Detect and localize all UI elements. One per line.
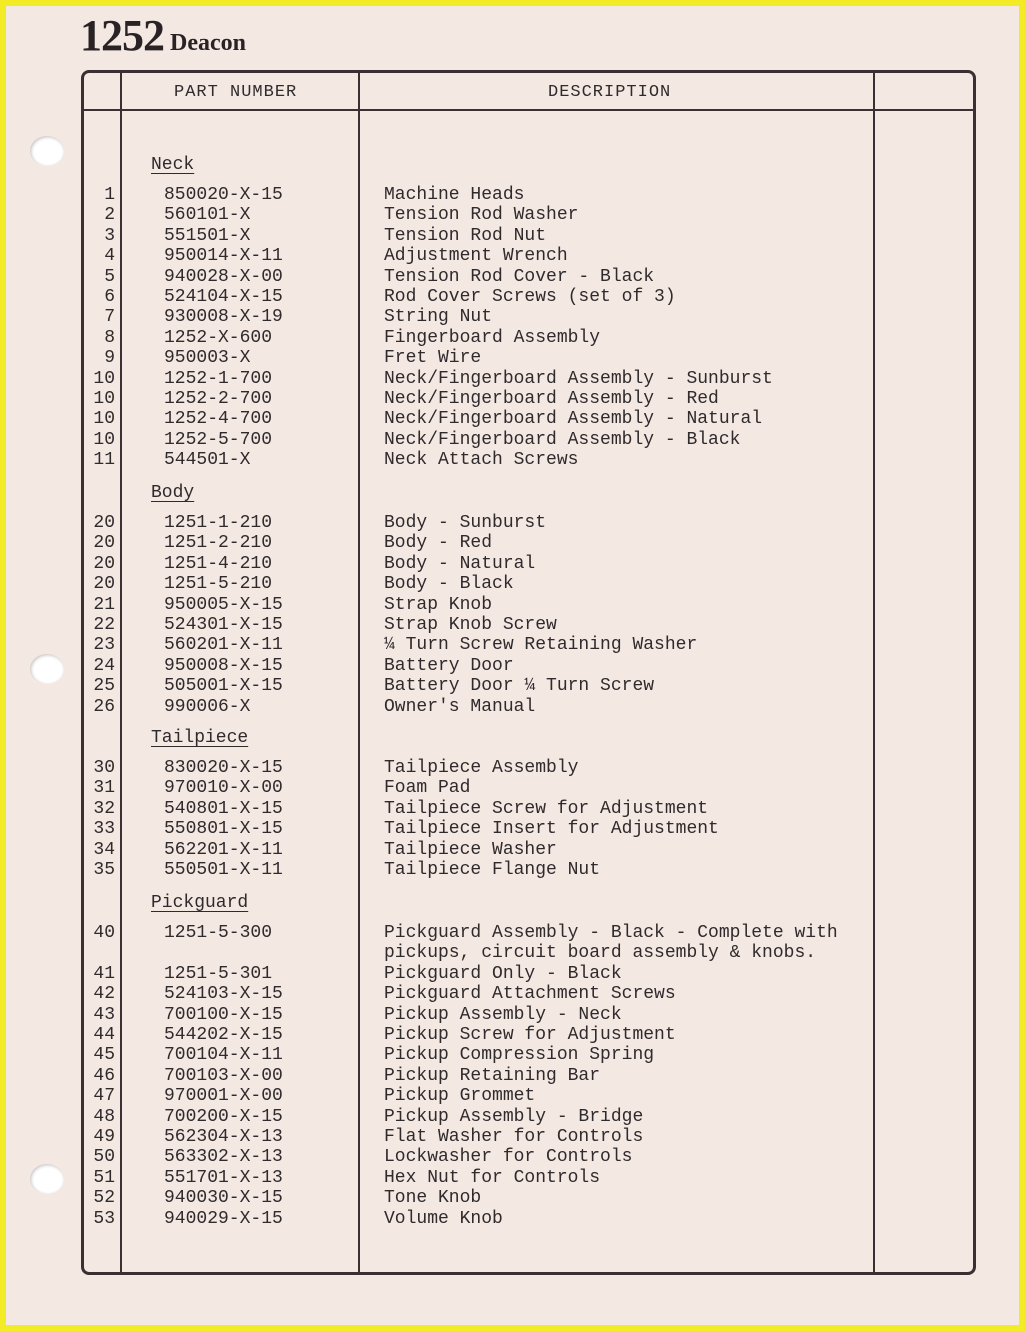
item-number: 25 (93, 676, 115, 697)
model-name: Deacon (170, 30, 246, 56)
page-heading (80, 10, 246, 61)
part-description: Pickup Assembly - Bridge (384, 1106, 644, 1127)
column-divider-part (358, 73, 360, 1272)
part-description: Tension Rod Washer (384, 205, 579, 226)
part-description: Neck/Fingerboard Assembly - Red (384, 389, 719, 409)
item-number: 24 (93, 655, 115, 676)
item-number: 41 (93, 963, 115, 984)
model-number: 1252 (80, 11, 164, 60)
part-description: Tailpiece Screw for Adjustment (384, 798, 709, 819)
item-number: 10 (93, 368, 115, 389)
part-description: Foam Pad (384, 778, 471, 799)
part-number: 990006-X (164, 696, 251, 717)
part-number: 562201-X-11 (164, 839, 283, 860)
header-divider (84, 109, 973, 111)
item-number: 48 (93, 1106, 115, 1127)
part-description: Pickup Retaining Bar (384, 1065, 601, 1086)
section-title: Pickguard (151, 893, 249, 913)
part-description: Strap Knob Screw (384, 615, 557, 635)
part-number: 560201-X-11 (164, 635, 283, 656)
part-number: 524301-X-15 (164, 615, 283, 635)
item-number: 10 (93, 429, 115, 450)
part-description: Tone Knob (384, 1188, 482, 1209)
item-number: 53 (93, 1208, 115, 1229)
part-description: Pickup Grommet (384, 1086, 536, 1107)
item-number: 31 (93, 778, 115, 799)
item-number: 40 (93, 923, 115, 943)
item-number: 44 (93, 1025, 115, 1045)
item-number: 21 (93, 594, 115, 615)
item-number: 2 (104, 205, 115, 226)
part-number: 1252-1-700 (164, 368, 273, 389)
part-description: Neck/Fingerboard Assembly - Natural (384, 409, 763, 430)
part-description: Tailpiece Flange Nut (384, 860, 601, 880)
part-number: 524104-X-15 (164, 287, 283, 307)
item-number: 3 (104, 225, 115, 246)
part-number: 700200-X-15 (164, 1106, 283, 1127)
part-description: Body - Sunburst (384, 513, 547, 533)
part-description: Pickup Screw for Adjustment (384, 1025, 676, 1045)
part-description: Body - Natural (384, 553, 536, 574)
part-description: Neck Attach Screws (384, 450, 579, 471)
item-number: 23 (93, 635, 115, 656)
part-description: Fingerboard Assembly (384, 327, 601, 348)
part-number: 970001-X-00 (164, 1086, 283, 1107)
column-divider-desc (873, 73, 875, 1272)
part-description: Pickguard Assembly - Black - Complete with (384, 923, 838, 943)
section-title: Tailpiece (151, 728, 249, 748)
item-number: 6 (104, 287, 115, 307)
item-number: 20 (93, 553, 115, 574)
item-number: 45 (93, 1045, 115, 1066)
part-description: Strap Knob (384, 594, 493, 615)
part-number: 544501-X (164, 450, 251, 471)
part-number: 562304-X-13 (164, 1127, 283, 1147)
item-number: 46 (93, 1065, 115, 1086)
part-number: 700104-X-11 (164, 1045, 283, 1066)
item-number: 52 (93, 1188, 115, 1209)
part-number: 950014-X-11 (164, 246, 283, 267)
part-description: Pickguard Attachment Screws (384, 984, 676, 1005)
part-description: Tailpiece Insert for Adjustment (384, 819, 719, 840)
part-description: Adjustment Wrench (384, 246, 568, 267)
item-number: 50 (93, 1147, 115, 1168)
section-title: Body (151, 483, 195, 503)
part-number: 950008-X-15 (164, 655, 283, 676)
punch-hole-top (30, 136, 64, 166)
part-number: 940028-X-00 (164, 266, 283, 287)
part-description: Body - Black (384, 574, 514, 595)
part-description: Owner's Manual (384, 696, 536, 717)
part-description: Battery Door ¼ Turn Screw (384, 676, 655, 697)
item-number: 10 (93, 409, 115, 430)
part-number: 970010-X-00 (164, 778, 283, 799)
part-description: Battery Door (384, 655, 514, 676)
part-number: 524103-X-15 (164, 984, 283, 1005)
part-number: 1251-2-210 (164, 533, 273, 554)
part-description: Pickup Assembly - Neck (384, 1004, 622, 1025)
part-description: Tension Rod Cover - Black (384, 266, 655, 287)
part-number: 550501-X-11 (164, 860, 283, 880)
part-description-continued: pickups, circuit board assembly & knobs. (384, 943, 817, 964)
part-description: String Nut (384, 307, 493, 328)
part-number: 850020-X-15 (164, 185, 283, 205)
item-number: 35 (93, 860, 115, 880)
item-number: 22 (93, 615, 115, 635)
part-description: Tailpiece Assembly (384, 758, 579, 778)
part-number: 1251-5-210 (164, 574, 273, 595)
part-description: Body - Red (384, 533, 493, 554)
item-number: 5 (104, 266, 115, 287)
item-number: 30 (93, 758, 115, 778)
item-number: 20 (93, 513, 115, 533)
part-description: ¼ Turn Screw Retaining Washer (384, 635, 698, 656)
item-number: 11 (93, 450, 115, 471)
part-description: Flat Washer for Controls (384, 1127, 644, 1147)
part-number: 550801-X-15 (164, 819, 283, 840)
parts-table (81, 70, 976, 1275)
part-description: Fret Wire (384, 348, 482, 369)
column-header-part-number: PART NUMBER (174, 83, 298, 102)
item-number: 26 (93, 696, 115, 717)
part-number: 1252-X-600 (164, 327, 273, 348)
part-description: Hex Nut for Controls (384, 1167, 601, 1188)
item-number: 32 (93, 798, 115, 819)
item-number: 42 (93, 984, 115, 1005)
part-number: 830020-X-15 (164, 758, 283, 778)
part-description: Pickguard Only - Black (384, 963, 622, 984)
part-description: Neck/Fingerboard Assembly - Black (384, 429, 741, 450)
part-number: 1251-1-210 (164, 513, 273, 533)
item-number: 20 (93, 533, 115, 554)
item-number: 4 (104, 246, 115, 267)
part-number: 1251-5-301 (164, 963, 273, 984)
part-number: 1252-2-700 (164, 389, 273, 409)
part-number: 551701-X-13 (164, 1167, 283, 1188)
part-number: 551501-X (164, 225, 251, 246)
item-number: 34 (93, 839, 115, 860)
part-description: Machine Heads (384, 185, 525, 205)
punch-hole-bottom (30, 1164, 64, 1194)
section-title: Neck (151, 155, 195, 175)
part-number: 700103-X-00 (164, 1065, 283, 1086)
part-number: 563302-X-13 (164, 1147, 283, 1168)
part-description: Tension Rod Nut (384, 225, 547, 246)
part-number: 540801-X-15 (164, 798, 283, 819)
item-number: 51 (93, 1167, 115, 1188)
part-number: 505001-X-15 (164, 676, 283, 697)
part-number: 1252-4-700 (164, 409, 273, 430)
part-number: 1252-5-700 (164, 429, 273, 450)
part-number: 940029-X-15 (164, 1208, 283, 1229)
item-number: 33 (93, 819, 115, 840)
part-description: Neck/Fingerboard Assembly - Sunburst (384, 368, 773, 389)
part-number: 1251-5-300 (164, 923, 273, 943)
item-number: 43 (93, 1004, 115, 1025)
item-number: 47 (93, 1086, 115, 1107)
item-number: 9 (104, 348, 115, 369)
column-divider-index (120, 73, 122, 1272)
item-number: 49 (93, 1127, 115, 1147)
item-number: 7 (104, 307, 115, 328)
part-number: 560101-X (164, 205, 251, 226)
part-description: Tailpiece Washer (384, 839, 557, 860)
item-number: 1 (104, 185, 115, 205)
part-number: 1251-4-210 (164, 553, 273, 574)
column-header-description: DESCRIPTION (548, 83, 672, 102)
part-description: Lockwasher for Controls (384, 1147, 633, 1168)
part-description: Pickup Compression Spring (384, 1045, 655, 1066)
part-number: 930008-X-19 (164, 307, 283, 328)
part-description: Rod Cover Screws (set of 3) (384, 287, 676, 307)
part-number: 544202-X-15 (164, 1025, 283, 1045)
punch-hole-middle (30, 654, 64, 684)
part-description: Volume Knob (384, 1208, 503, 1229)
item-number: 8 (104, 327, 115, 348)
part-number: 940030-X-15 (164, 1188, 283, 1209)
part-number: 950003-X (164, 348, 251, 369)
part-number: 700100-X-15 (164, 1004, 283, 1025)
part-number: 950005-X-15 (164, 594, 283, 615)
item-number: 10 (93, 389, 115, 409)
item-number: 20 (93, 574, 115, 595)
